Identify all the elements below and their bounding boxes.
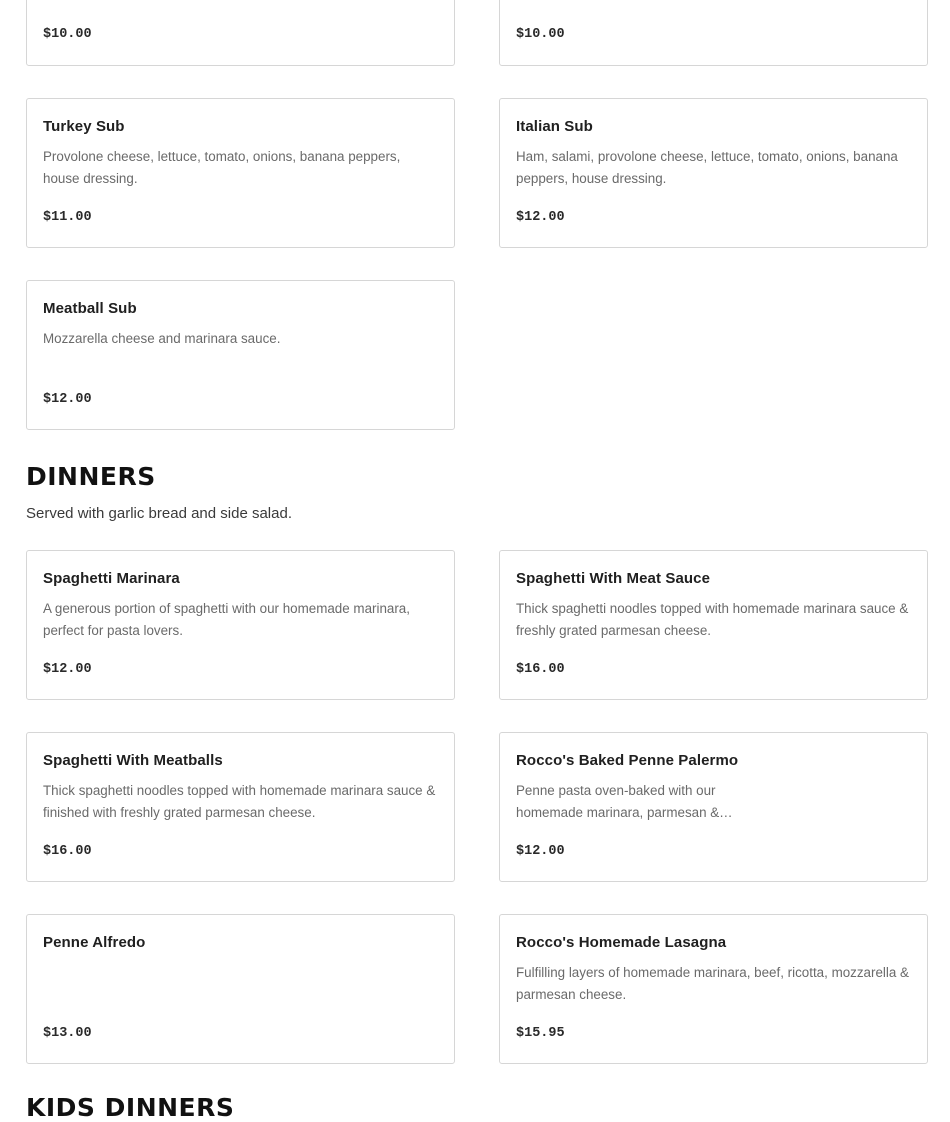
menu-item-name: Spaghetti With Meat Sauce (516, 570, 711, 587)
menu-item-price: $12.00 (43, 392, 92, 407)
menu-item-price: $12.00 (43, 662, 92, 677)
menu-item-card[interactable] (499, 914, 928, 1064)
menu-item-price: $16.00 (516, 662, 565, 677)
menu-item-card[interactable] (26, 550, 455, 700)
menu-item-name: Spaghetti Marinara (43, 570, 180, 587)
menu-item-price: $13.00 (43, 1026, 92, 1041)
menu-item-description: Thick spaghetti noodles topped with homemade marinara sauce & finished with freshly grated parmesan cheese. (43, 783, 436, 820)
menu-item-name: Penne Alfredo (43, 934, 146, 951)
section-subtitle: Served with garlic bread and side salad. (26, 505, 292, 522)
section-title: KIDS DINNERS (26, 1093, 235, 1122)
menu-item-description: A generous portion of spaghetti with our homemade marinara, perfect for pasta lovers. (43, 601, 410, 638)
menu-item-name: Rocco's Homemade Lasagna (516, 934, 727, 951)
menu-item-description: Mozzarella cheese and marinara sauce. (43, 331, 281, 346)
menu-item-name: Italian Sub (516, 118, 593, 135)
menu-item-description: Ham, salami, provolone cheese, lettuce, tomato, onions, banana peppers, house dressing. (516, 149, 898, 186)
menu-item-card[interactable] (26, 280, 455, 430)
menu-item-card[interactable] (26, 98, 455, 248)
menu-item-price: $15.95 (516, 1026, 565, 1041)
menu-item-card[interactable] (499, 98, 928, 248)
menu-item-card[interactable] (26, 914, 455, 1064)
menu-item-card[interactable] (499, 732, 928, 882)
menu-item-name: Meatball Sub (43, 300, 137, 317)
menu-item-name: Rocco's Baked Penne Palermo (516, 752, 739, 769)
menu-item-price: $10.00 (516, 27, 565, 42)
menu-item-card[interactable] (499, 550, 928, 700)
section-title: DINNERS (26, 462, 156, 491)
menu-item-price: $12.00 (516, 210, 565, 225)
menu-item-description: Fulfilling layers of homemade marinara, beef, ricotta, mozzarella & parmesan cheese. (516, 965, 909, 1002)
menu-item-name: Turkey Sub (43, 118, 125, 135)
menu-item-description: Provolone cheese, lettuce, tomato, onions, banana peppers, house dressing. (43, 149, 401, 186)
menu-item-card[interactable] (26, 0, 455, 66)
menu-item-card[interactable] (26, 732, 455, 882)
menu-item-description: Thick spaghetti noodles topped with homemade marinara sauce & freshly grated parmesan cheese. (516, 601, 909, 638)
menu-item-card[interactable] (499, 0, 928, 66)
menu-item-price: $10.00 (43, 27, 92, 42)
menu-item-price: $16.00 (43, 844, 92, 859)
menu-item-name: Spaghetti With Meatballs (43, 752, 223, 769)
menu-item-price: $11.00 (43, 210, 92, 225)
menu-item-price: $12.00 (516, 844, 565, 859)
menu-item-description: Penne pasta oven-baked with our homemade marinara, parmesan &… (516, 783, 733, 820)
